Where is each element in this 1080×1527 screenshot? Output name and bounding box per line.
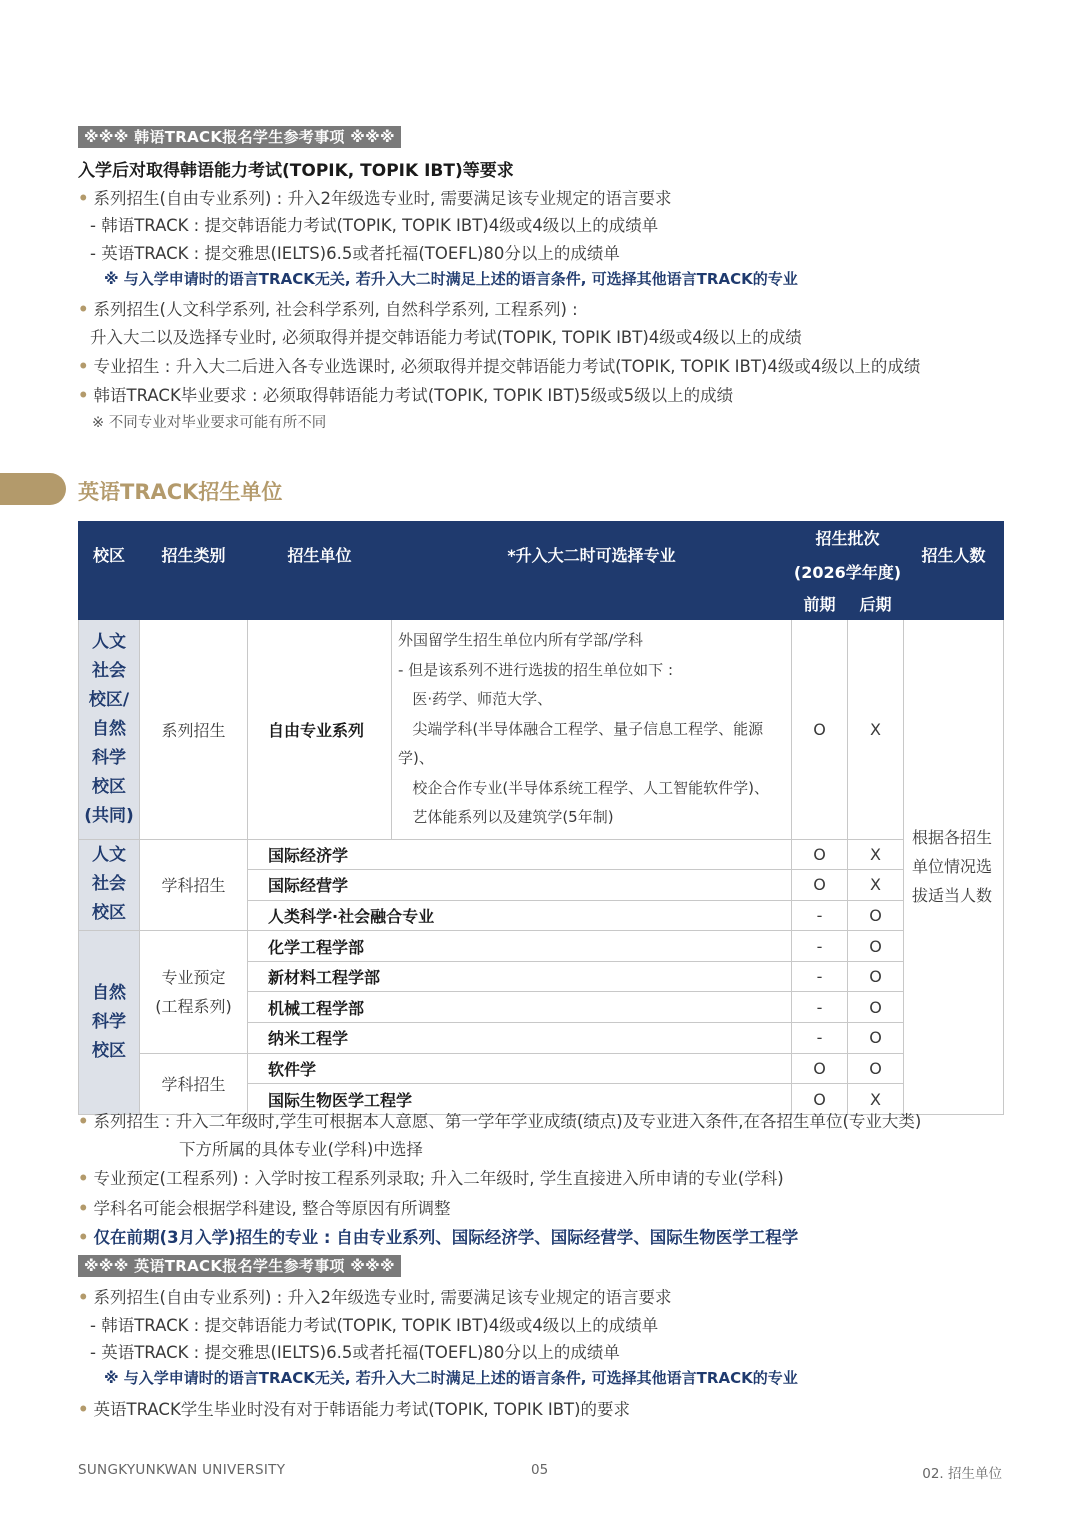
notice-text: 英语TRACK学生毕业时没有对于韩语能力考试(TOPIK, TOPIK IBT)的要求 bbox=[93, 1400, 631, 1419]
unit-name: 国际经济学 bbox=[248, 839, 792, 870]
batch-first-value: O bbox=[792, 839, 848, 870]
batch-second-value: O bbox=[848, 900, 904, 931]
table-note: • 系列招生 : 升入二年级时,学生可根据本人意愿、第一学年学业成绩(绩点)及专业进入条件,在各招生单位(专业大类) bbox=[78, 1112, 922, 1131]
page-number: 05 bbox=[531, 1462, 549, 1478]
unit-name: 机械工程学部 bbox=[248, 992, 792, 1023]
batch-second-value: X bbox=[848, 870, 904, 901]
header-batch bbox=[792, 522, 904, 555]
notice-line: • 专业招生 : 升入大二后进入各专业选课时, 必须取得并提交韩语能力考试(TOPIK, TOPIK IBT)4级或4级以上的成绩 bbox=[78, 357, 921, 376]
unit-free-major: 自由专业系列 bbox=[248, 620, 392, 840]
notice-line: - 韩语TRACK : 提交韩语能力考试(TOPIK, TOPIK IBT)4级或4级以上的成绩单 bbox=[90, 1316, 659, 1335]
campus-common: 人文 社会 校区/ 自然 科学 校区 (共同) bbox=[79, 620, 140, 840]
unit-name: 国际生物医学工程学 bbox=[248, 1084, 792, 1115]
header-batch-second: 后期 bbox=[848, 588, 904, 620]
notice-line: • 系列招生(自由专业系列) : 升入2年级选专业时, 需要满足该专业规定的语言要求 bbox=[78, 1288, 672, 1307]
notice-line: • 系列招生(自由专业系列) : 升入2年级选专业时, 需要满足该专业规定的语言要求 bbox=[78, 189, 672, 208]
section-title: 英语TRACK招生单位 bbox=[78, 480, 283, 504]
batch-first-value: - bbox=[792, 992, 848, 1023]
batch-first-value: - bbox=[792, 931, 848, 962]
notice-text: 系列招生(自由专业系列) : 升入2年级选专业时, 需要满足该专业规定的语言要求 bbox=[93, 1288, 672, 1307]
batch-first-value: - bbox=[792, 961, 848, 992]
unit-name: 纳米工程学 bbox=[248, 1023, 792, 1054]
notice-text: 韩语TRACK毕业要求 : 必须取得韩语能力考试(TOPIK, TOPIK IBT)5级或5级以上的成绩 bbox=[93, 386, 734, 405]
batch-second-value: X bbox=[848, 620, 904, 840]
table-note: • 学科名可能会根据学科建设, 整合等原因有所调整 bbox=[78, 1199, 451, 1218]
unit-name: 新材料工程学部 bbox=[248, 961, 792, 992]
batch-second-value: X bbox=[848, 839, 904, 870]
batch-first-value: O bbox=[792, 620, 848, 840]
enrollment-count: 根据各招生 单位情况选 拔适当人数 bbox=[904, 620, 1004, 1115]
table-note-text: 学科名可能会根据学科建设, 整合等原因有所调整 bbox=[93, 1199, 451, 1218]
batch-first-value: O bbox=[792, 1053, 848, 1084]
notice-remark-small: ※ 不同专业对毕业要求可能有所不同 bbox=[92, 415, 327, 431]
notice-remark: ※ 与入学申请时的语言TRACK无关, 若升入大二时满足上述的语言条件, 可选择其他语言TRACK的专业 bbox=[104, 270, 798, 288]
batch-second-value: O bbox=[848, 1053, 904, 1084]
header-spacer bbox=[904, 588, 1004, 620]
footer-university-name: SUNGKYUNKWAN UNIVERSITY bbox=[78, 1462, 286, 1478]
header-majors: *升入大二时可选择专业 bbox=[392, 522, 792, 588]
campus-natural-science: 自然 科学 校区 bbox=[79, 931, 140, 1115]
topik-requirement-heading: 入学后对取得韩语能力考试(TOPIK, TOPIK IBT)等要求 bbox=[78, 161, 514, 181]
unit-name: 软件学 bbox=[248, 1053, 792, 1084]
type-department: 学科招生 bbox=[140, 1053, 248, 1114]
english-track-notice-tag: ※※※ 英语TRACK报名学生参考事项 ※※※ bbox=[78, 1255, 401, 1277]
table-note: • 专业预定(工程系列) : 入学时按工程系列录取; 升入二年级时, 学生直接进入所申请的专业(学科) bbox=[78, 1169, 784, 1188]
table-note-text: 专业预定(工程系列) : 入学时按工程系列录取; 升入二年级时, 学生直接进入所申请的专业(学科) bbox=[93, 1169, 784, 1188]
header-spacer bbox=[79, 588, 792, 620]
header-campus: 校区 bbox=[79, 522, 140, 588]
notice-remark: ※ 与入学申请时的语言TRACK无关, 若升入大二时满足上述的语言条件, 可选择其他语言TRACK的专业 bbox=[104, 1369, 798, 1387]
unit-name: 国际经营学 bbox=[248, 870, 792, 901]
batch-second-value: X bbox=[848, 1084, 904, 1115]
batch-second-value: O bbox=[848, 1023, 904, 1054]
notice-line: - 韩语TRACK : 提交韩语能力考试(TOPIK, TOPIK IBT)4级或4级以上的成绩单 bbox=[90, 216, 659, 235]
batch-second-value: O bbox=[848, 931, 904, 962]
batch-first-value: - bbox=[792, 1023, 848, 1054]
table-note-text: 系列招生 : 升入二年级时,学生可根据本人意愿、第一学年学业成绩(绩点)及专业进入条件,在各招生单位(专业大类) bbox=[93, 1112, 922, 1131]
table-note-continued: 下方所属的具体专业(学科)中选择 bbox=[179, 1140, 423, 1159]
notice-line: 升入大二以及选择专业时, 必须取得并提交韩语能力考试(TOPIK, TOPIK IBT)4级或4级以上的成绩 bbox=[90, 328, 802, 347]
batch-first-value: - bbox=[792, 900, 848, 931]
notice-line: • 韩语TRACK毕业要求 : 必须取得韩语能力考试(TOPIK, TOPIK IBT)5级或5级以上的成绩 bbox=[78, 386, 734, 405]
notice-line: - 英语TRACK : 提交雅思(IELTS)6.5或者托福(TOEFL)80分以上的成绩单 bbox=[90, 1343, 620, 1362]
notice-text: 系列招生(自由专业系列) : 升入2年级选专业时, 需要满足该专业规定的语言要求 bbox=[93, 189, 672, 208]
notice-line: • 英语TRACK学生毕业时没有对于韩语能力考试(TOPIK, TOPIK IBT)的要求 bbox=[78, 1400, 631, 1419]
section-accent-bar bbox=[0, 473, 66, 505]
header-batch-first: 前期 bbox=[792, 588, 848, 620]
batch-second-value: O bbox=[848, 961, 904, 992]
notice-line: • 系列招生(人文科学系列, 社会科学系列, 自然科学系列, 工程系列) : bbox=[78, 300, 578, 319]
footer-section-name: 02. 招生单位 bbox=[922, 1466, 1002, 1482]
type-department: 学科招生 bbox=[140, 839, 248, 931]
header-count: 招生人数 bbox=[904, 522, 1004, 588]
admission-units-table bbox=[78, 521, 1004, 1115]
unit-free-major-detail: 外国留学生招生单位内所有学部/学科 - 但是该系列不进行选拔的招生单位如下 : 医·药学、师范大学、 尖端学科(半导体融合工程学、量子信息工程学、能源学)、 校企合作专业(半导体系统工程学、人工智能软件学)、 艺体能系列以及建筑学(5年制) bbox=[392, 620, 792, 840]
type-engineering: 专业预定 (工程系列) bbox=[140, 931, 248, 1053]
unit-name: 化学工程学部 bbox=[248, 931, 792, 962]
campus-humanities: 人文 社会 校区 bbox=[79, 839, 140, 931]
notice-text: 系列招生(人文科学系列, 社会科学系列, 自然科学系列, 工程系列) : bbox=[93, 300, 578, 319]
table-note-highlight: • 仅在前期(3月入学)招生的专业 : 自由专业系列、国际经济学、国际经营学、国际生物医学工程学 bbox=[78, 1228, 799, 1247]
notice-line: - 英语TRACK : 提交雅思(IELTS)6.5或者托福(TOEFL)80分以上的成绩单 bbox=[90, 244, 620, 263]
batch-first-value: O bbox=[792, 870, 848, 901]
table-note-text: 仅在前期(3月入学)招生的专业 : 自由专业系列、国际经济学、国际经营学、国际生物医学工程学 bbox=[93, 1228, 799, 1247]
batch-first-value: O bbox=[792, 1084, 848, 1115]
header-batch-year: (2026学年度) bbox=[792, 555, 904, 588]
notice-text: 专业招生 : 升入大二后进入各专业选课时, 必须取得并提交韩语能力考试(TOPIK, TOPIK IBT)4级或4级以上的成绩 bbox=[93, 357, 921, 376]
type-series: 系列招生 bbox=[140, 620, 248, 840]
korean-track-notice-tag: ※※※ 韩语TRACK报名学生参考事项 ※※※ bbox=[78, 126, 401, 148]
header-batch-line1: 招生批次 bbox=[815, 529, 880, 548]
header-unit: 招生单位 bbox=[248, 522, 392, 588]
header-type: 招生类别 bbox=[140, 522, 248, 588]
unit-name: 人类科学·社会融合专业 bbox=[248, 900, 792, 931]
batch-second-value: O bbox=[848, 992, 904, 1023]
